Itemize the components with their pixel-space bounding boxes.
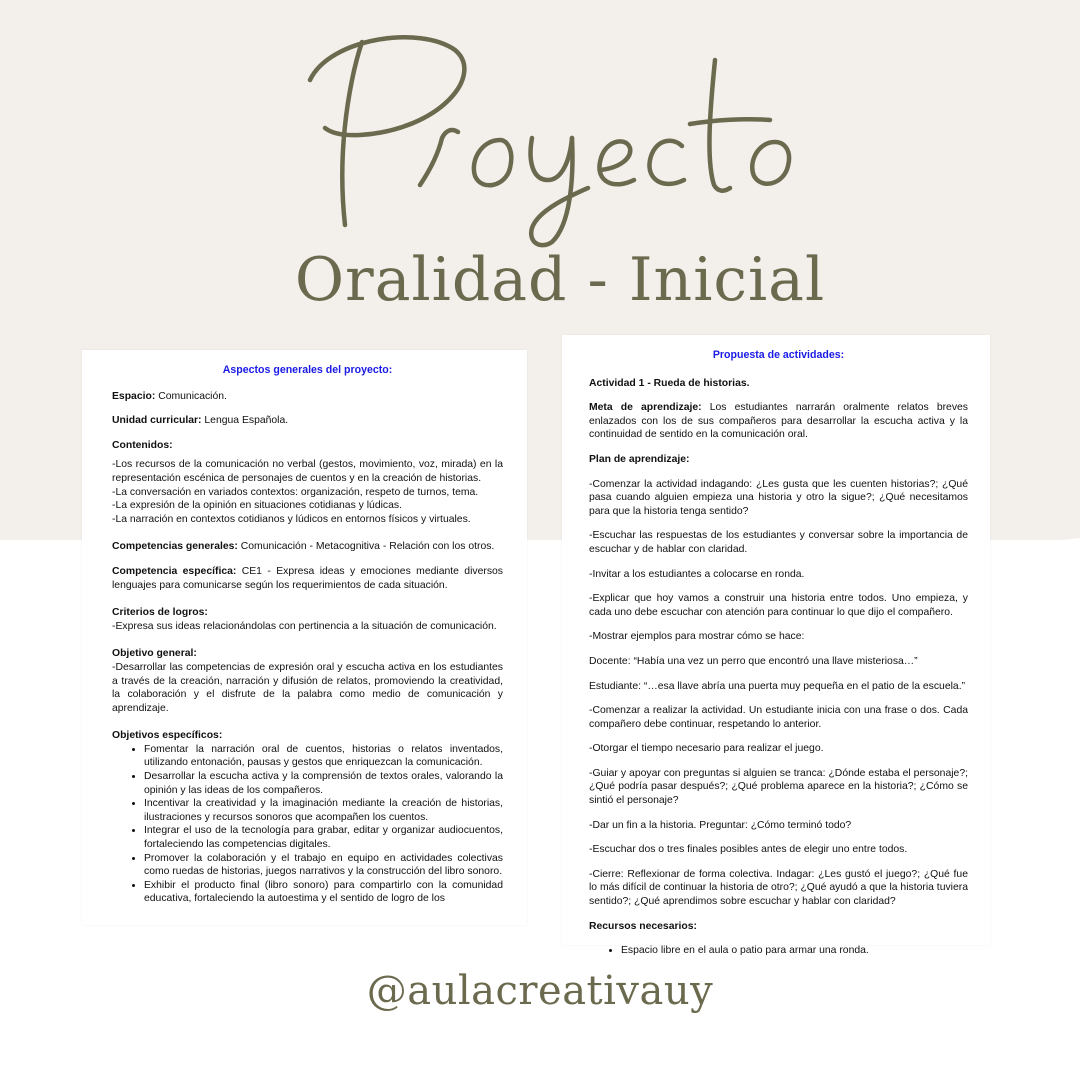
subtitle: Oralidad - Inicial	[294, 245, 826, 315]
criterios-value: -Expresa sus ideas relacionándolas con pertinencia a la situación de comunicación.	[112, 620, 497, 632]
list-item: • Promover la colaboración y el trabajo en equipo en actividades colectivas como ruedas de historias, juegos narrativos y la construcción del libro sonoro.	[144, 852, 503, 879]
plan-item: -Explicar que hoy vamos a construir una historia entre todos. Uno empieza, y cada uno debe escuchar con atención para continuar lo que dijo el compañero.	[589, 593, 968, 618]
competencia-especifica-label: Competencia específica:	[112, 565, 237, 577]
title-script	[270, 20, 830, 250]
espacio-line	[112, 390, 503, 404]
recursos-label: Recursos necesarios:	[589, 920, 698, 932]
list-item: • Exhibir el producto final (libro sonoro) para compartirlo con la comunidad educativa, fortaleciendo la autoestima y el sentido de logro de los	[144, 879, 503, 906]
list-item: • Fomentar la narración oral de cuentos, historias o relatos inventados, utilizando entonación, pausas y gestos que enriquezcan la comunicación.	[144, 743, 503, 770]
activities-document	[562, 335, 990, 957]
social-handle: @aulacreativauy	[366, 968, 714, 1014]
objetivos-especificos-list	[112, 743, 503, 906]
activities-heading: Propuesta de actividades:	[712, 349, 845, 361]
list-item: • Desarrollar la escucha activa y la comprensión de textos orales, valorando la opinión y las ideas de los compañeros.	[144, 770, 503, 797]
objetivos-especificos-label: Objetivos específicos:	[112, 730, 223, 742]
contenido-item: -La narración en contextos cotidianos y lúdicos en entornos físicos y virtuales.	[112, 513, 471, 525]
unidad-line	[112, 414, 503, 428]
plan-item: Docente: “Había una vez un perro que encontró una llave misteriosa…”	[589, 655, 918, 667]
criterios-label: Criterios de logros:	[112, 607, 208, 619]
plan-item: -Escuchar las respuestas de los estudiantes y conversar sobre la importancia de escuchar y de hablar con claridad.	[589, 530, 968, 555]
plan-item: -Comenzar la actividad indagando: ¿Les gusta que les cuenten historias?; ¿Qué pasa cuando alguien empieza una historia y otro la sigue?; ¿Qué necesitamos para que la historia tenga sentido?	[589, 478, 968, 517]
plan-item: -Escuchar dos o tres finales posibles antes de elegir uno entre todos.	[589, 844, 908, 856]
meta-value: Los estudiantes narrarán oralmente relatos breves enlazados con los de sus compañeros para desarrollar la escucha activa y la continuidad de sentido en la comunicación oral.	[589, 402, 969, 441]
plan-item: -Guiar y apoyar con preguntas si alguien se tranca: ¿Dónde estaba el personaje?; ¿Qué podría pasar después?; ¿Qué problema aparece en la historia?; ¿Cómo se sintió el personaje?	[589, 767, 968, 807]
plan-item: -Cierre: Reflexionar de forma colectiva. Indagar: ¿Les gustó el juego?; ¿Qué fue lo más difícil de continuar la historia de otro?; ¿Qué ayudó a que la historia tuviera sentido?; ¿Qué aprendimos sobre escuchar y hablar con claridad?	[589, 868, 968, 908]
contenido-item: -Los recursos de la comunicación no verbal (gestos, movimiento, voz, mirada) en la representación escénica de personajes de cuentos y en la creación de historias.	[112, 459, 503, 484]
espacio-label: Espacio:	[112, 390, 156, 402]
general-aspects-heading: Aspectos generales del proyecto:	[222, 364, 393, 376]
unidad-label: Unidad curricular:	[112, 415, 202, 427]
unidad-value: Lengua Española.	[201, 415, 289, 427]
plan-item: -Comenzar a realizar la actividad. Un estudiante inicia con una frase o dos. Cada compañero debe continuar, respetando lo anterior.	[589, 705, 968, 730]
objetivos-especificos-section	[112, 729, 503, 906]
competencias-generales-line	[112, 540, 503, 554]
plan-item: -Invitar a los estudiantes a colocarse en ronda.	[589, 568, 805, 580]
contenidos-label: Contenidos:	[112, 439, 173, 451]
competencias-generales-label: Competencias generales:	[112, 541, 238, 553]
plan-item: Estudiante: “…esa llave abría una puerta muy pequeña en el patio de la escuela.”	[589, 680, 966, 692]
competencias-generales-value: Comunicación - Metacognitiva - Relación con los otros.	[237, 541, 495, 553]
objetivo-general-section	[112, 647, 503, 715]
plan-label: Plan de aprendizaje:	[589, 453, 690, 465]
contenido-item: -La expresión de la opinión en situaciones cotidianas y lúdicas.	[112, 500, 402, 512]
list-item: • Incentivar la creatividad y la imaginación mediante la creación de historias, ilustraciones y recursos sonoros que acompañen los cuentos.	[144, 797, 503, 824]
contenido-item: -La conversación en variados contextos: organización, respeto de turnos, tema.	[112, 486, 479, 498]
espacio-value: Comunicación.	[155, 390, 227, 402]
contenidos-section	[112, 439, 503, 527]
recursos-list	[589, 944, 968, 958]
objetivo-general-value: -Desarrollar las competencias de expresión oral y escucha activa en los estudiantes a través de la creación, narración y difusión de relatos, promoviendo la creatividad, la colaboración y el disfrute de la palabra como medio de comunicación y aprendizaje.	[112, 661, 503, 714]
title-script-lettering	[270, 20, 830, 250]
criterios-section	[112, 606, 503, 633]
meta-label: Meta de aprendizaje:	[589, 402, 702, 414]
competencia-especifica-value: CE1 - Expresa ideas y emociones mediante diversos lenguajes para comunicarse según los requerimientos de cada situación.	[112, 565, 503, 591]
general-aspects-document	[82, 350, 527, 925]
list-item: • Integrar el uso de la tecnología para grabar, editar y organizar audiocuentos, fortaleciendo las competencias digitales.	[144, 824, 503, 851]
competencia-especifica-line	[112, 565, 503, 592]
plan-item: -Otorgar el tiempo necesario para realizar el juego.	[589, 743, 824, 755]
list-item: • Espacio libre en el aula o patio para armar una ronda.	[621, 944, 968, 958]
plan-item: -Dar un fin a la historia. Preguntar: ¿Cómo terminó todo?	[589, 819, 852, 831]
plan-item: -Mostrar ejemplos para mostrar cómo se hace:	[589, 631, 805, 643]
objetivo-general-label: Objetivo general:	[112, 648, 197, 660]
meta-line	[589, 401, 968, 442]
activity-title: Actividad 1 - Rueda de historias.	[589, 377, 750, 389]
